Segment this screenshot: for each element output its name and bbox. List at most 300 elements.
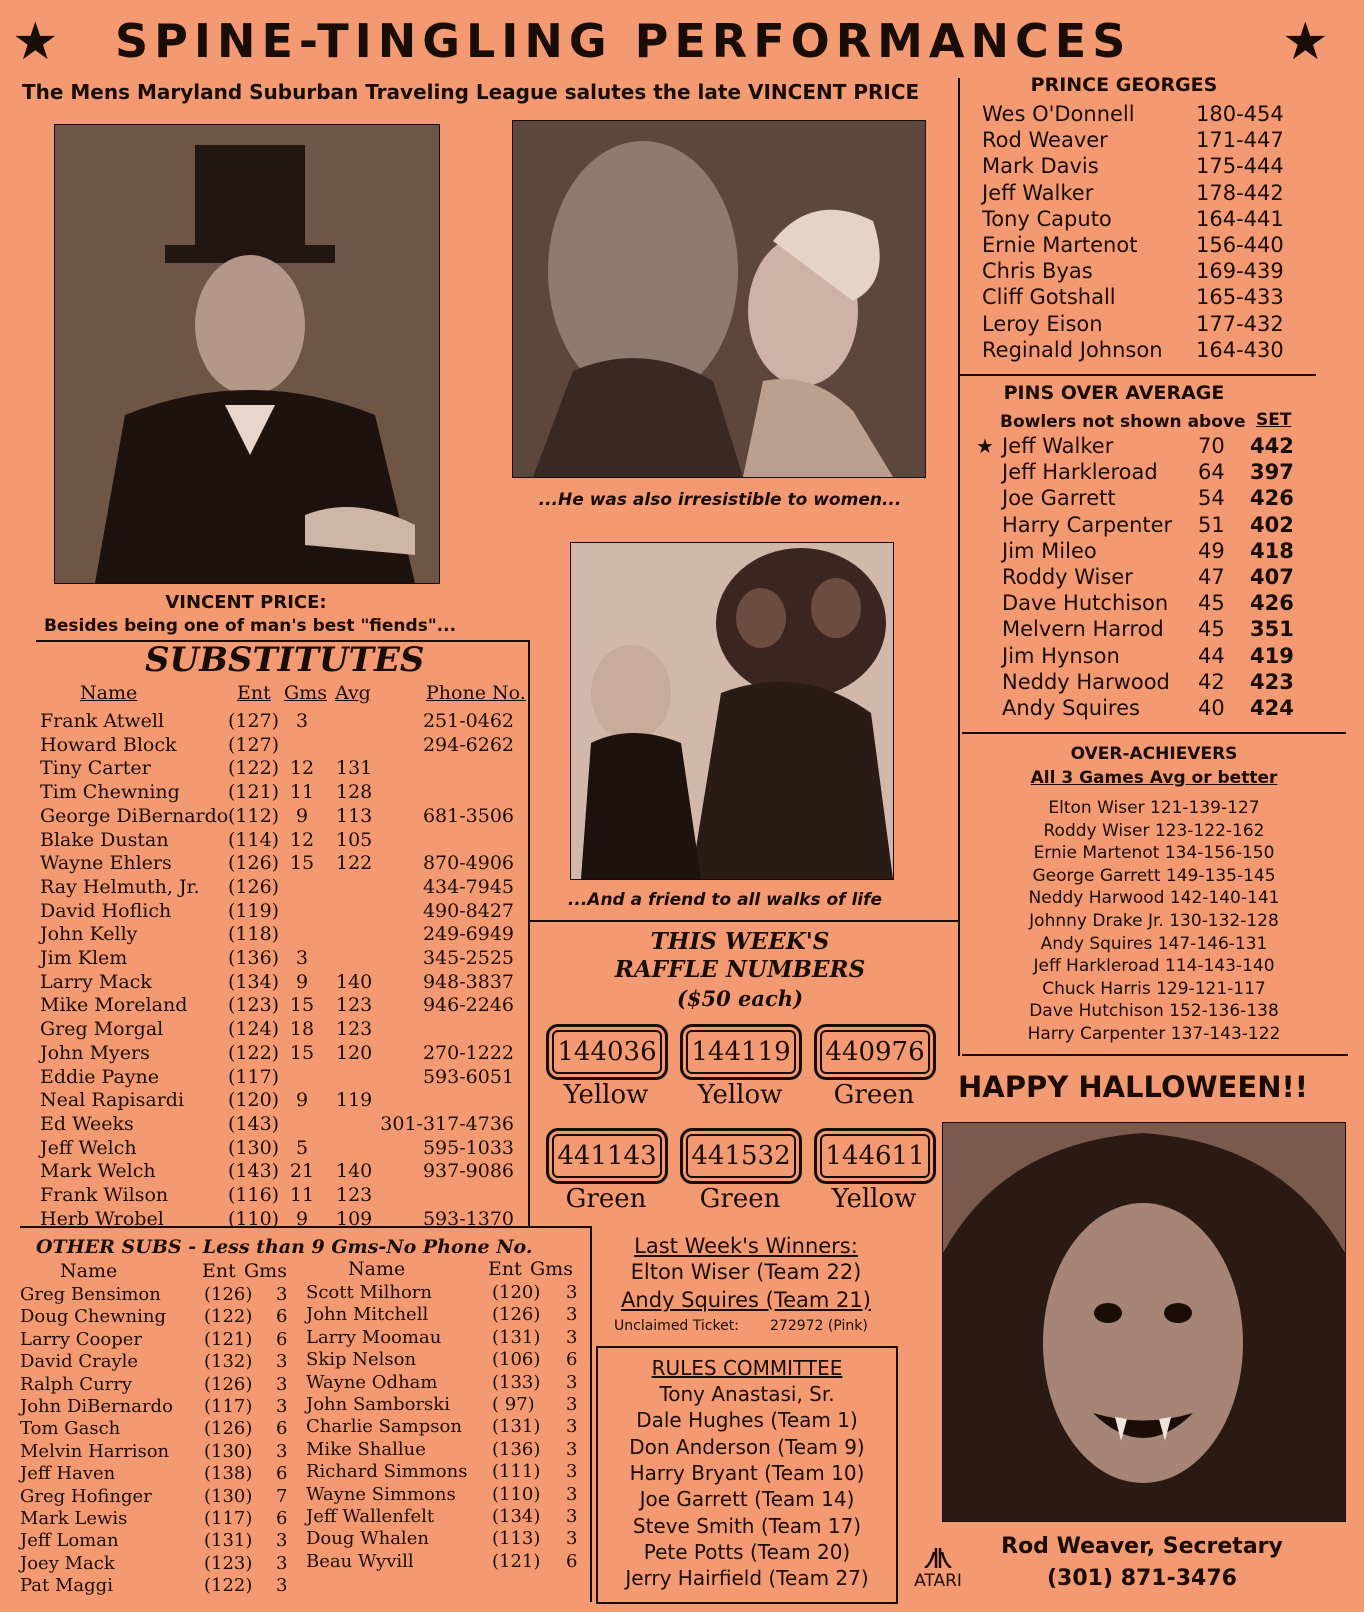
sub-ent: (131) [204,1530,253,1552]
bowler-score: 180-454 [1196,102,1284,126]
ticket-color: Yellow [563,1080,649,1110]
sub-gms: 3 [566,1304,578,1326]
table-row [974,670,1314,696]
list-item: Harry Bryant (Team 10) [629,1460,865,1485]
sub-name: Jeff Loman [20,1530,119,1552]
table-row [974,285,1304,311]
table-row [20,1553,290,1575]
sub-gms: 3 [566,1483,578,1505]
pins-over-average-table [974,382,1314,732]
sub-ent: (124) [228,1018,280,1041]
list-item: Andy Squires 147-146-131 [1040,933,1268,954]
sub-name: Ray Helmuth, Jr. [40,875,200,898]
divider [962,732,1346,734]
raffle-ticket [680,1024,802,1080]
table-row [40,1184,520,1208]
table-row [306,1349,584,1371]
vampire-photo [942,1122,1346,1522]
sub-gms: 15 [289,852,315,875]
winners-title: Last Week's Winners: [634,1234,858,1258]
set-value: 351 [1250,617,1294,642]
table-row [974,259,1304,285]
table-row [306,1439,584,1461]
sub-ent: (106) [492,1349,541,1371]
table-row [974,154,1304,180]
table-row [306,1327,584,1349]
sub-gms: 11 [289,781,315,804]
sub-ent: (126) [204,1373,253,1395]
list-item: Jerry Hairfield (Team 27) [625,1566,869,1591]
sub-ent: (116) [228,1184,280,1206]
bowler-score: 165-433 [1196,285,1284,310]
table-row [20,1530,290,1552]
bowler-score: 178-442 [1196,180,1284,205]
sub-ent: (121) [228,781,280,804]
sub-ent: (126) [204,1418,253,1440]
table-row [40,1113,520,1137]
bowler-name: Melvern Harrod [1002,617,1164,642]
sub-gms: 6 [276,1306,288,1328]
table-row [20,1575,290,1597]
sub-name: Larry Mack [40,970,152,993]
bowler-name: Joe Garrett [1002,486,1116,511]
sub-ent: (130) [204,1440,253,1462]
sub-ent: (122) [204,1306,253,1328]
sub-avg: 123 [336,1184,373,1206]
bowler-name: Jeff Walker [1002,434,1114,458]
price-name-caption: VINCENT PRICE: [165,592,327,613]
table-row [40,1042,520,1066]
sub-gms: 18 [289,1018,315,1041]
page-banner [0,8,1364,78]
bowler-name: Harry Carpenter [1002,512,1173,537]
sub-ent: (143) [228,1112,280,1135]
sub-ent: (110) [492,1483,541,1505]
sub-phone: 301-317-4736 [380,1112,514,1135]
sub-gms: 12 [289,757,315,780]
table-row [974,434,1314,460]
sub-gms: 3 [566,1326,578,1348]
bowler-name: Jeff Walker [982,180,1094,205]
sub-name: Mike Moreland [40,994,188,1017]
sub-ent: (112) [228,804,280,827]
sub-name: Pat Maggi [20,1575,113,1597]
table-row [974,591,1314,617]
table-row [40,994,520,1018]
table-row [40,1137,520,1161]
sub-gms: 3 [566,1506,578,1527]
sub-ent: (120) [492,1282,541,1303]
table-row [306,1484,584,1506]
list-item: Elton Wiser 121-139-127 [1048,798,1260,818]
sub-gms: 3 [295,947,309,969]
ticket-color: Green [699,1184,781,1214]
pins-over-average-title: PINS OVER AVERAGE [1003,382,1225,404]
table-row [306,1416,584,1438]
sub-gms: 15 [289,1041,315,1064]
table-row [974,233,1304,259]
sub-name: Larry Cooper [20,1328,143,1350]
sub-name: Neal Rapisardi [40,1089,185,1112]
table-row [40,757,520,781]
sub-gms: 3 [566,1394,578,1415]
table-row [306,1282,584,1304]
sub-gms: 6 [276,1418,288,1440]
table-row [40,805,520,829]
substitutes-title: SUBSTITUTES [145,640,425,680]
table-row [306,1372,584,1394]
sub-gms: 7 [276,1485,288,1507]
table-row [20,1329,290,1351]
divider [962,1054,1348,1056]
sub-ent: ( 97) [492,1394,535,1415]
sub-name: John DiBernardo [20,1396,173,1417]
table-row [20,1396,290,1418]
sub-ent: (119) [228,899,280,922]
table-row [40,923,520,947]
sub-name: John Samborski [306,1394,450,1415]
sub-name: Tom Gasch [20,1418,121,1440]
set-value: 407 [1250,565,1294,589]
sub-name: Frank Wilson [40,1184,169,1206]
sub-avg: 119 [336,1089,373,1112]
sub-phone: 948-3837 [422,970,514,993]
sub-ent: (126) [228,875,280,898]
sub-ent: (121) [492,1550,541,1572]
sub-name: George DiBernardo [40,804,229,827]
list-item: Ernie Martenot 134-156-150 [1033,843,1275,864]
winner-row: Elton Wiser (Team 22) [630,1260,862,1284]
rules-committee-box [596,1346,898,1604]
sub-ent: (134) [492,1506,541,1527]
raffle-ticket [680,1128,802,1184]
table-row [974,539,1314,565]
sub-gms: 6 [566,1349,578,1371]
vincent-price-photo [54,124,440,584]
os-header-gms: Gms [244,1260,287,1282]
table-row [40,947,520,971]
bowler-name: Dave Hutchison [1002,591,1169,616]
table-row [40,1160,520,1184]
os-header-name: Name [348,1258,406,1280]
table-row [306,1551,584,1573]
sub-phone: 593-1370 [422,1207,514,1230]
sub-name: Herb Wrobel [40,1207,164,1230]
table-row [40,829,520,853]
pins-value: 54 [1198,486,1225,511]
sub-ent: (122) [204,1575,253,1597]
sub-name: Jim Klem [40,947,128,969]
right-column-divider [958,78,960,1056]
subs-header-gms: Gms [284,682,327,704]
price-line-caption: Besides being one of man's best "fiends"... [43,616,457,636]
atari-logo [908,1548,968,1590]
table-row [974,128,1304,154]
sub-name: Richard Simmons [306,1461,468,1483]
fly-photo [570,542,894,880]
sub-gms: 3 [295,710,309,732]
table-row [20,1306,290,1328]
set-value: 402 [1250,512,1294,537]
sub-ent: (123) [228,994,280,1017]
sub-avg: 128 [336,781,373,804]
table-row [20,1441,290,1463]
winner-row: Andy Squires (Team 21) [621,1288,871,1312]
set-value: 426 [1250,486,1294,511]
secretary-phone: (301) 871-3476 [1047,1566,1237,1591]
sub-avg: 105 [336,828,373,851]
sub-name: Blake Dustan [40,828,169,851]
table-row [20,1418,290,1440]
sub-ent: (126) [228,852,280,875]
pins-value: 70 [1198,434,1225,458]
sub-phone: 251-0462 [422,710,514,732]
sub-gms: 6 [276,1463,288,1485]
bowler-name: Rod Weaver [982,128,1108,153]
sub-name: John Myers [40,1041,150,1064]
raffle-title-1: THIS WEEK'S [650,928,830,955]
set-value: 442 [1250,434,1294,458]
sub-name: David Hoflich [40,899,172,922]
sub-name: Jeff Wallenfelt [306,1506,435,1527]
secretary-name: Rod Weaver, Secretary [1001,1534,1283,1559]
pins-value: 42 [1198,669,1225,694]
pins-value: 64 [1198,460,1225,485]
bowler-name: Cliff Gotshall [982,285,1116,310]
ticket-number: 144611 [825,1141,925,1171]
sub-ent: (136) [228,947,280,969]
ticket-number: 441532 [691,1141,791,1171]
set-value: 423 [1250,669,1294,694]
sub-ent: (127) [228,733,280,756]
set-value: 418 [1250,538,1294,563]
table-row [40,710,520,734]
table-row [40,971,520,995]
sub-gms: 6 [566,1550,578,1572]
pins-value: 45 [1198,617,1225,642]
sub-avg: 122 [336,852,373,875]
table-row [20,1486,290,1508]
list-item: Dave Hutchison 152-136-138 [1029,1001,1279,1022]
sub-name: John Kelly [40,923,138,946]
sub-ent: (113) [492,1528,541,1550]
table-row [40,781,520,805]
table-row [974,565,1314,591]
sub-gms: 9 [295,970,309,993]
sub-gms: 3 [276,1552,288,1574]
list-item: Chuck Harris 129-121-117 [1042,978,1266,999]
ticket-color: Yellow [831,1184,917,1214]
sub-name: Ed Weeks [40,1112,134,1135]
sub-name: Greg Bensimon [20,1284,161,1305]
sub-name: John Mitchell [306,1304,429,1326]
ticket-color: Green [565,1184,647,1214]
bowler-name: Leroy Eison [982,311,1103,336]
prince-georges-table [974,74,1304,374]
sub-phone: 270-1222 [422,1041,514,1064]
raffle-title-2: RAFFLE NUMBERS [614,956,866,983]
bowler-score: 171-447 [1196,128,1284,153]
sub-phone: 946-2246 [422,994,514,1017]
sub-avg: 131 [336,757,373,780]
sub-phone: 345-2525 [422,947,514,969]
sub-gms: 3 [566,1416,578,1438]
bowler-name: Jeff Harkleroad [1002,460,1158,485]
set-header: SET [1256,410,1292,430]
sub-phone: 294-6262 [422,733,514,756]
sub-ent: (132) [204,1351,253,1373]
sub-name: Tiny Carter [40,757,151,780]
sub-avg: 120 [336,1041,373,1064]
sub-phone: 870-4906 [422,852,514,875]
table-row [974,102,1304,128]
list-item: Don Anderson (Team 9) [629,1434,865,1459]
sub-gms: 5 [295,1136,309,1159]
sub-ent: (117) [204,1508,253,1529]
sub-gms: 11 [289,1184,315,1206]
sub-avg: 113 [336,804,373,827]
os-header-gms: Gms [530,1258,573,1280]
list-item: Tony Anastasi, Sr. [659,1382,835,1406]
sub-gms: 3 [276,1396,288,1417]
sub-name: Jeff Welch [40,1136,137,1159]
table-row [974,181,1304,207]
table-row [974,486,1314,512]
raffle-ticket [546,1024,668,1080]
sub-ent: (138) [204,1463,253,1485]
divider [590,1226,592,1602]
set-value: 426 [1250,591,1294,616]
sub-phone: 937-9086 [422,1160,514,1183]
raffle-ticket [814,1128,936,1184]
over-achievers-table [962,744,1346,1054]
os-header-ent: Ent [202,1260,236,1282]
sub-ent: (117) [204,1396,253,1417]
list-item: Steve Smith (Team 17) [632,1513,862,1538]
sub-name: Doug Chewning [20,1306,166,1328]
ticket-number: 144036 [557,1037,657,1067]
list-item: Johnny Drake Jr. 130-132-128 [1029,911,1279,931]
unclaimed-value: 272972 (Pink) [770,1318,868,1334]
table-row [20,1284,290,1306]
pins-value: 45 [1198,591,1225,616]
sub-gms: 21 [289,1160,315,1183]
page-title: SPINE-TINGLING PERFORMANCES [115,14,1132,68]
table-row [974,460,1314,486]
sub-gms: 3 [566,1371,578,1393]
sub-name: Joey Mack [20,1552,115,1574]
bowler-name: Mark Davis [982,154,1099,179]
set-value: 424 [1250,696,1294,720]
table-row [40,1089,520,1113]
sub-gms: 9 [295,1207,309,1230]
ticket-number: 441143 [557,1141,657,1171]
raffle-ticket [546,1128,668,1184]
raffle-title-3: ($50 each) [676,986,804,1011]
table-row [974,617,1314,643]
sub-ent: (122) [228,757,280,780]
star-icon: ★ [1282,12,1329,72]
bowler-name: Wes O'Donnell [982,102,1135,126]
table-row [974,338,1304,364]
table-row [40,1018,520,1042]
pins-value: 44 [1198,643,1225,668]
sub-name: Ralph Curry [20,1373,133,1395]
table-row [20,1508,290,1530]
sub-ent: (114) [228,828,280,851]
list-item: George Garrett 149-135-145 [1032,865,1276,886]
sub-gms: 3 [276,1530,288,1552]
table-row [306,1461,584,1483]
sub-phone: 490-8427 [422,899,514,922]
sub-phone: 593-6051 [422,1065,514,1088]
bowler-score: 175-444 [1196,154,1284,179]
raffle-ticket [814,1024,936,1080]
bowler-name: Jim Mileo [1002,538,1097,563]
sub-ent: (120) [228,1089,280,1112]
sub-name: Wayne Ehlers [40,852,172,875]
list-item: Dale Hughes (Team 1) [636,1408,858,1433]
table-row [40,734,520,758]
page-subtitle: The Mens Maryland Suburban Traveling League salutes the late VINCENT PRICE [22,80,920,104]
sub-ent: (118) [228,923,280,946]
sub-name: Beau Wyvill [306,1550,414,1572]
divider [528,640,530,1226]
sub-ent: (143) [228,1160,280,1183]
divider [958,374,1316,376]
bowler-name: Jim Hynson [1002,643,1120,668]
bowler-score: 177-432 [1196,311,1284,336]
subs-header-ent: Ent [237,682,271,704]
set-value: 397 [1250,460,1294,485]
bowler-name: Roddy Wiser [1002,565,1133,589]
list-item: Joe Garrett (Team 14) [639,1487,855,1512]
sub-gms: 3 [566,1282,578,1303]
sub-gms: 6 [276,1328,288,1350]
sub-ent: (130) [204,1485,253,1507]
sub-phone: 681-3506 [422,804,514,827]
sub-ent: (117) [228,1065,280,1088]
table-row [306,1528,584,1550]
table-row [306,1394,584,1416]
sub-gms: 3 [276,1373,288,1395]
sub-avg: 140 [336,1160,373,1183]
ticket-number: 440976 [825,1037,925,1067]
pins-subtitle: Bowlers not shown above [1000,412,1246,432]
bowler-score: 169-439 [1196,259,1284,284]
women-caption: ...He was also irresistible to women... [538,490,902,510]
over-achievers-title: OVER-ACHIEVERS [1070,744,1238,764]
star-icon: ★ [976,434,994,458]
table-row [40,900,520,924]
prince-georges-title: PRINCE GEORGES [1030,74,1218,96]
sub-ent: (111) [492,1461,541,1483]
sub-gms: 3 [276,1575,288,1597]
sub-ent: (123) [204,1552,253,1574]
sub-name: Eddie Payne [40,1065,160,1088]
sub-phone: 249-6949 [422,923,514,946]
kiss-photo [512,120,926,478]
sub-avg: 140 [336,970,373,993]
sub-gms: 3 [566,1438,578,1460]
sub-gms: 3 [276,1284,288,1305]
list-item: Harry Carpenter 137-143-122 [1027,1024,1281,1044]
table-row [974,513,1314,539]
table-row [20,1374,290,1396]
subs-header-phone: Phone No. [426,682,526,704]
sub-gms: 12 [289,828,315,851]
ticket-number: 144119 [691,1037,791,1067]
